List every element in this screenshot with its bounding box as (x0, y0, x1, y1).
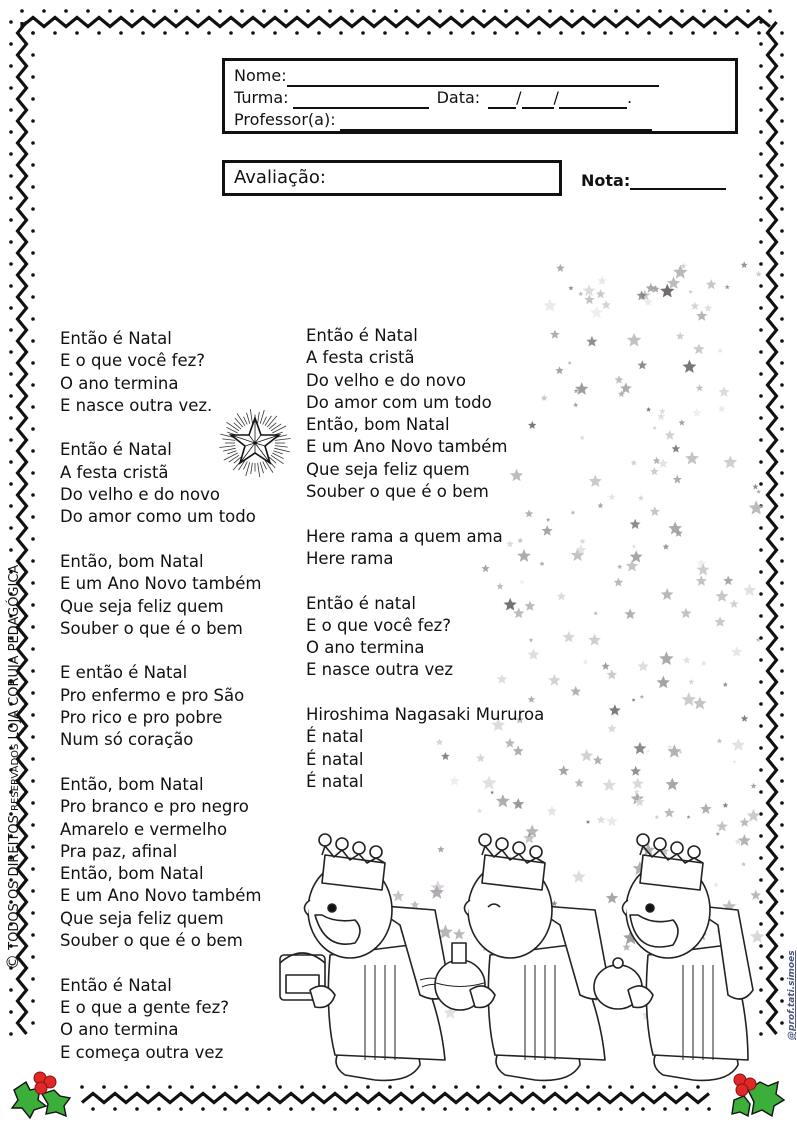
decor-star (637, 660, 649, 671)
decor-star (696, 558, 706, 568)
decor-star (732, 738, 745, 751)
decor-star (692, 408, 702, 417)
class-label: Turma: (234, 88, 289, 107)
decor-star (700, 803, 711, 814)
decor-star (644, 298, 653, 306)
decor-star (679, 419, 686, 425)
lyric-line: É natal (306, 749, 364, 769)
decor-star (667, 744, 673, 749)
decor-star (575, 382, 588, 395)
evaluation-box (222, 160, 562, 196)
decor-star (633, 742, 646, 755)
decor-star (574, 778, 584, 787)
copyright-text-3: LOJA CORUJA PEDAGÓGICA (7, 564, 22, 740)
lyric-line: É natal (306, 727, 364, 747)
lyric-line: O ano termina (306, 638, 425, 658)
student-info-box (222, 58, 738, 134)
decor-star (659, 408, 665, 414)
lyric-line: Então, bom Natal (60, 774, 204, 794)
lyric-line: O ano termina (60, 373, 179, 393)
decor-star (573, 402, 578, 407)
decor-star (663, 543, 670, 549)
decor-star (743, 583, 756, 596)
decor-star (630, 519, 641, 529)
stanza (306, 593, 544, 682)
lyric-line: Hiroshima Nagasaki Mururoa (306, 705, 545, 725)
decor-star (751, 783, 757, 789)
decor-star (657, 676, 670, 689)
lyric-line: E então é Natal (60, 663, 188, 683)
date-day-field[interactable] (488, 91, 516, 109)
lyric-line: Num só coração (60, 730, 194, 750)
date-label: Data: (436, 88, 481, 107)
evaluation-label: Avaliação: (234, 167, 326, 188)
decor-star (571, 510, 576, 514)
decor-star (665, 430, 675, 440)
decor-star (638, 495, 644, 501)
lyric-line: A festa cristã (60, 462, 169, 482)
decor-star (741, 261, 748, 268)
decor-star (597, 503, 603, 509)
lyric-line: Então é Natal (306, 326, 418, 345)
decor-star (578, 291, 583, 296)
lyric-line: Do amor como um todo (60, 507, 256, 527)
stanza (60, 774, 261, 952)
decor-star (697, 563, 710, 575)
decor-star (608, 493, 615, 500)
decor-star (632, 698, 636, 702)
decor-star (682, 692, 697, 706)
decor-star (588, 634, 601, 646)
lyric-line: Então, bom Natal (306, 415, 450, 435)
lyric-line: Então é Natal (60, 329, 172, 348)
decor-star (685, 451, 699, 464)
lyric-line: Que seja feliz quem (60, 596, 224, 616)
decor-star (682, 360, 696, 373)
decor-star (757, 489, 761, 493)
lyric-line: Do velho e do novo (60, 485, 220, 505)
holly-icon (724, 1060, 788, 1120)
lyric-line: Então é Natal (60, 440, 172, 460)
decor-star (723, 802, 729, 808)
decor-star (650, 506, 660, 516)
decor-star (580, 435, 585, 440)
stanza (306, 704, 544, 793)
decor-star (756, 271, 762, 277)
decor-star (723, 455, 737, 468)
decor-star (696, 384, 703, 391)
author-credit: @prof.tati.simoes (787, 950, 797, 1040)
lyric-line: Então é natal (306, 593, 416, 613)
stanza (306, 526, 544, 571)
decor-star (568, 286, 573, 291)
decor-star (717, 738, 722, 743)
lyric-line: E nasce outra vez. (60, 395, 213, 415)
decor-star (586, 336, 597, 347)
lyric-line: E um Ano Novo também (60, 886, 262, 906)
decor-star (749, 500, 764, 514)
date-year-field[interactable] (559, 91, 627, 109)
decor-star (550, 330, 560, 339)
decor-star (598, 276, 607, 285)
decor-star (718, 405, 726, 412)
decor-star (704, 304, 712, 312)
decor-star (683, 656, 691, 664)
date-month-field[interactable] (522, 91, 554, 109)
stanza (60, 551, 261, 640)
decor-star (634, 789, 640, 794)
king-right (594, 834, 753, 1080)
decor-star (696, 310, 707, 321)
decor-star (632, 544, 636, 548)
lyric-line: Que seja feliz quem (60, 908, 224, 928)
decor-star (626, 560, 638, 572)
decor-star (701, 660, 707, 666)
stanza (60, 662, 261, 751)
decor-star (723, 576, 733, 586)
decor-star (557, 592, 566, 601)
lyric-line: Do amor com um todo (306, 392, 492, 412)
decor-star (752, 484, 758, 490)
decor-star (638, 360, 648, 369)
decor-star (693, 696, 707, 709)
decor-star (625, 608, 636, 619)
lyric-line: Pro branco e pro negro (60, 797, 249, 817)
decor-star (580, 749, 593, 761)
teacher-row (234, 109, 735, 131)
decor-star (640, 695, 645, 699)
decor-star (543, 299, 556, 312)
grade-label: Nota: (581, 171, 631, 190)
decor-star (607, 724, 616, 733)
lyric-line: E o que você fez? (306, 615, 452, 635)
decor-star (672, 444, 681, 452)
decor-star (546, 518, 550, 522)
stanza (60, 975, 261, 1064)
class-field[interactable] (293, 91, 429, 109)
decor-star (693, 343, 705, 354)
grade (581, 171, 726, 190)
decor-star (580, 538, 586, 544)
date-separator: / (516, 88, 522, 107)
decor-star (630, 766, 641, 776)
decor-star (741, 715, 748, 722)
decor-star (725, 284, 730, 289)
decor-star (582, 659, 588, 665)
copyright-text-1: TODOS OS DIREITOS (7, 815, 22, 950)
decor-star (653, 426, 657, 430)
decor-star (723, 682, 728, 687)
decor-star (602, 662, 610, 670)
lyric-line: Então, bom Natal (60, 551, 204, 571)
lyric-line: Pro rico e pro pobre (60, 708, 223, 728)
decor-star (615, 375, 624, 384)
copyright-text-2: RESERVADOS (10, 743, 21, 811)
lyric-line: E nasce outra vez (306, 660, 454, 680)
name-row (234, 65, 735, 87)
decor-star (733, 760, 737, 764)
lyric-line: Souber o que é o bem (60, 931, 243, 951)
king-middle (435, 834, 610, 1080)
decor-star (691, 302, 699, 310)
decor-star (548, 674, 560, 686)
name-field[interactable] (287, 69, 659, 87)
decor-star (730, 599, 739, 608)
stanza (60, 328, 261, 417)
lyric-line: Pra paz, afinal (60, 841, 178, 861)
decor-star (731, 646, 742, 657)
decor-star (590, 306, 603, 318)
copyright-symbol: © (3, 954, 22, 970)
decor-star (556, 264, 565, 272)
lyric-line: Amarelo e vermelho (60, 819, 228, 839)
class-date-row (234, 87, 735, 109)
decor-star (715, 616, 726, 627)
decor-star (689, 679, 695, 685)
decor-star (614, 578, 624, 587)
date-end: . (626, 88, 633, 107)
teacher-label: Professor(a): (234, 110, 336, 129)
decor-star (646, 749, 650, 753)
lyric-line: A festa cristã (306, 348, 415, 368)
decor-star (646, 407, 651, 412)
lyric-line: E começa outra vez (60, 1042, 224, 1062)
decor-star (650, 467, 659, 475)
decor-star (718, 386, 729, 397)
decor-star (706, 279, 717, 289)
decor-star (601, 300, 611, 309)
decor-star (659, 651, 674, 665)
decor-star (667, 276, 680, 289)
decor-star (716, 590, 729, 602)
lyric-line: Pro enfermo e pro São (60, 685, 245, 705)
decor-star (627, 333, 642, 347)
copyright-notice (3, 565, 22, 970)
decor-star (589, 475, 602, 487)
decor-star (673, 265, 688, 279)
lyric-line: Do velho e do novo (306, 370, 466, 390)
holly-icon (8, 1060, 72, 1120)
decor-star (568, 361, 572, 365)
lyric-line: E o que você fez? (60, 351, 206, 371)
lyric-line: Então é Natal (60, 975, 172, 995)
lyric-line: O ano termina (60, 1020, 179, 1040)
lyric-line: Here rama (306, 548, 394, 568)
lyric-line: Que seja feliz quem (306, 459, 470, 479)
grade-field[interactable] (630, 172, 726, 190)
king-left (280, 834, 450, 1080)
name-label: Nome: (234, 66, 287, 85)
teacher-field[interactable] (340, 113, 652, 131)
stanza (306, 325, 544, 503)
lyrics-right-column (306, 325, 544, 816)
decor-star (602, 778, 616, 791)
decor-star (596, 289, 606, 298)
decor-star (555, 366, 563, 374)
decor-star (632, 777, 644, 789)
decor-star (688, 290, 693, 294)
decor-star (666, 778, 679, 791)
christmas-star-icon (218, 408, 292, 476)
lyric-line: Então, bom Natal (60, 864, 204, 884)
decor-star (756, 637, 761, 642)
decor-star (673, 475, 682, 484)
lyric-line: E o que a gente fez? (60, 997, 230, 1017)
decor-star (570, 686, 581, 696)
decor-star (617, 564, 622, 569)
decor-star (563, 631, 575, 642)
decor-star (680, 608, 691, 619)
lyric-line: E um Ano Novo também (60, 574, 262, 594)
decor-star (558, 765, 569, 775)
lyric-line: E um Ano Novo também (306, 437, 508, 457)
decor-star (676, 332, 684, 340)
decor-star (653, 457, 661, 464)
date-separator: / (553, 88, 559, 107)
decor-star (718, 348, 724, 353)
decor-star (607, 669, 618, 679)
decor-star (593, 755, 603, 765)
decor-star (631, 460, 637, 466)
decor-star (583, 284, 596, 296)
lyric-line: Here rama a quem ama (306, 526, 503, 546)
decor-star (696, 575, 707, 586)
lyric-line: Souber o que é o bem (306, 482, 489, 502)
decor-star (594, 611, 598, 615)
lyric-line: Souber o que é o bem (60, 618, 243, 638)
lyric-line: É natal (306, 771, 364, 791)
three-kings-illustration (270, 815, 760, 1090)
decor-star (584, 294, 594, 304)
decor-star (661, 588, 674, 600)
decor-star (609, 704, 621, 715)
